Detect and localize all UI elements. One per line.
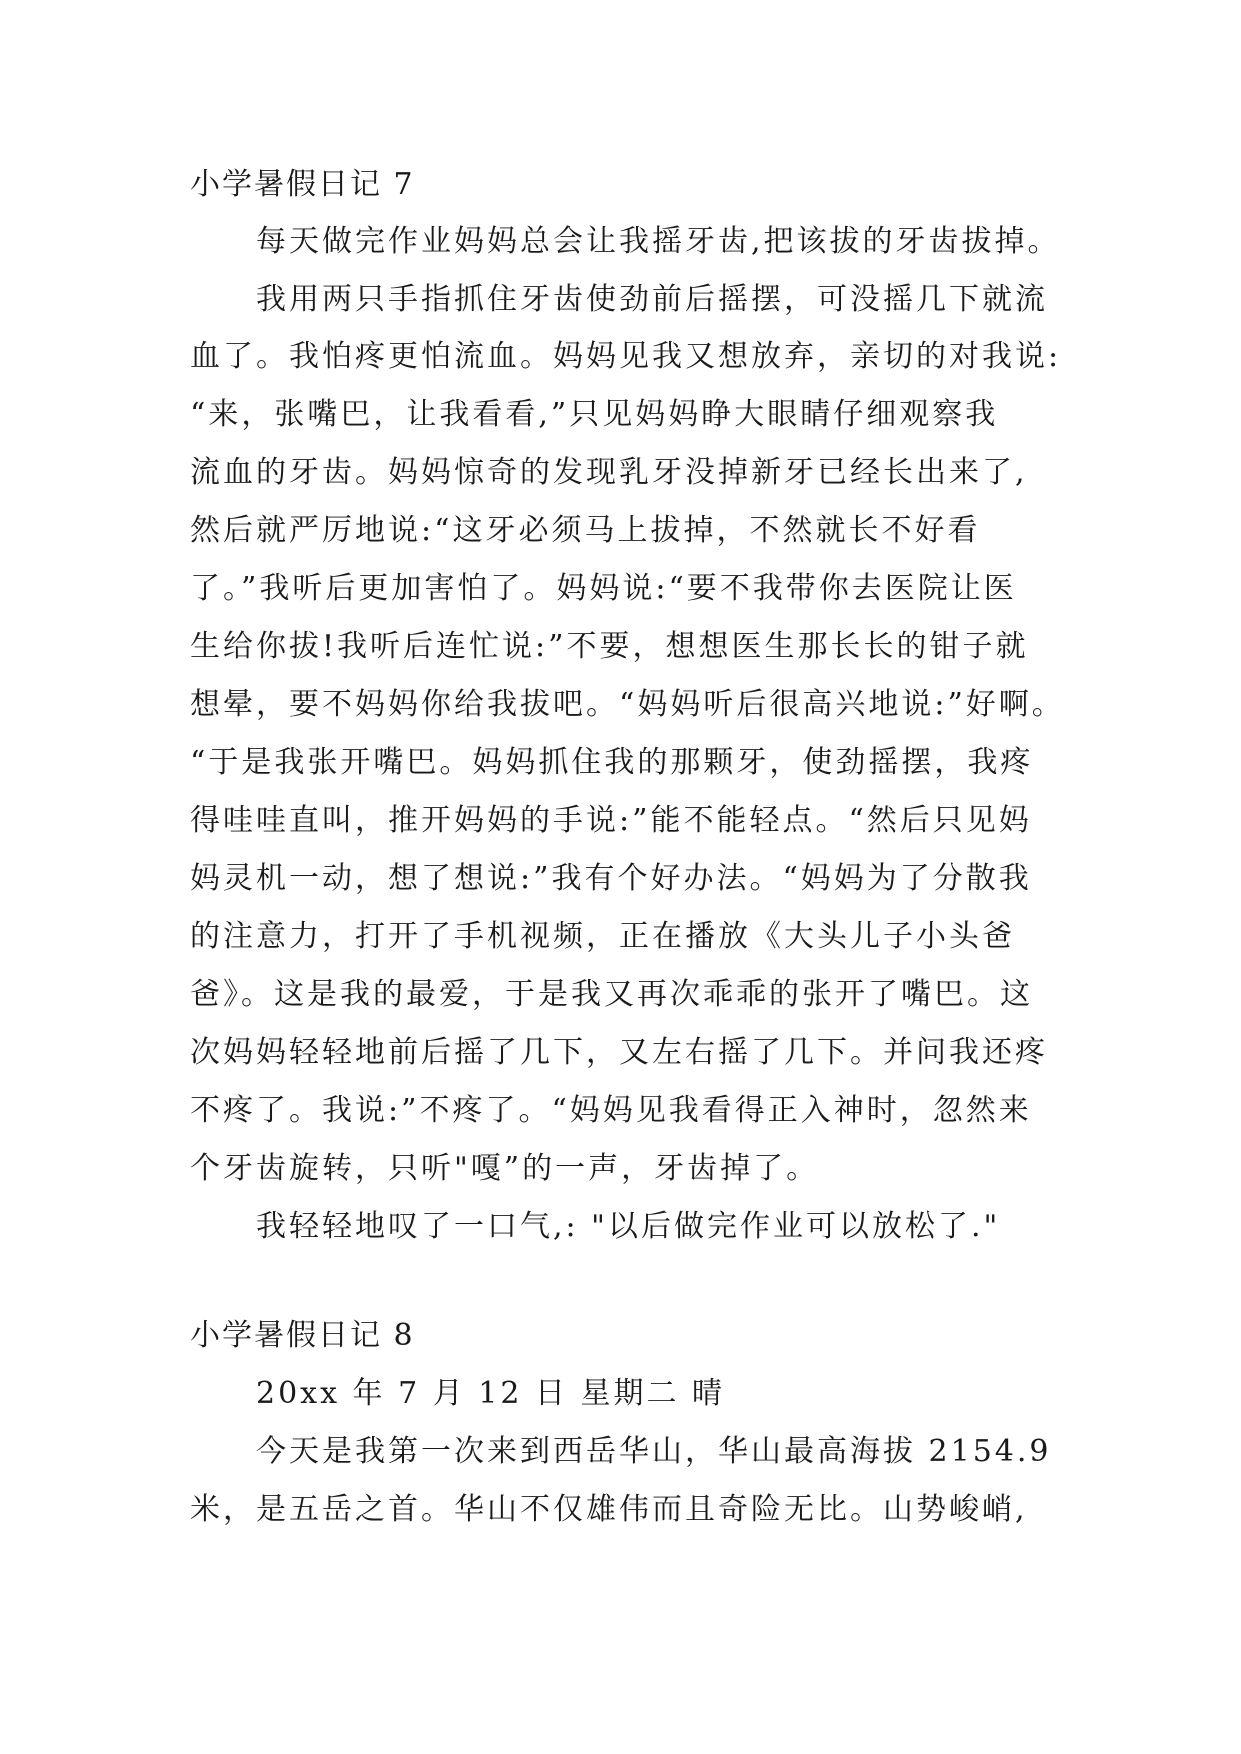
diary-7-line: 流血的牙齿。妈妈惊奇的发现乳牙没掉新牙已经长出来了,	[190, 455, 1028, 490]
diary-7-line: 得哇哇直叫，推开妈妈的手说:”能不能轻点。“然后只见妈	[190, 803, 1032, 838]
diary-8-line: 今天是我第一次来到西岳华山，华山最高海拔 2154.9	[256, 1434, 1052, 1469]
diary-7-line: 个牙齿旋转，只听"嘎”的一声，牙齿掉了。	[190, 1151, 820, 1186]
diary-7-line: 想晕，要不妈妈你给我拔吧。“妈妈听后很高兴地说:”好啊。	[190, 687, 1065, 722]
diary-8-date-line: 20xx 年 7 月 12 日 星期二 晴	[256, 1376, 726, 1411]
diary-7-title: 小学暑假日记 7	[190, 167, 415, 202]
diary-7-line: 血了。我怕疼更怕流血。妈妈见我又想放弃，亲切的对我说:	[190, 339, 1062, 374]
diary-7-line: 的注意力，打开了手机视频，正在播放《大头儿子小头爸	[190, 919, 1015, 954]
diary-7-line: 妈灵机一动，想了想说:”我有个好办法。“妈妈为了分散我	[190, 861, 1032, 896]
diary-7-line: 我轻轻地叹了一口气,: "以后做完作业可以放松了."	[256, 1209, 1001, 1244]
diary-7-line: 次妈妈轻轻地前后摇了几下，又左右摇了几下。并问我还疼	[190, 1035, 1048, 1070]
diary-7-line: 生给你拔!我听后连忙说:”不要，想想医生那长长的钳子就	[190, 629, 1029, 664]
diary-8-title: 小学暑假日记 8	[190, 1318, 415, 1353]
diary-7-line: “于是我张开嘴巴。妈妈抓住我的那颗牙，使劲摇摆，我疼	[190, 745, 1034, 780]
diary-7-line: 然后就严厉地说:“这牙必须马上拔掉，不然就长不好看	[190, 513, 981, 548]
diary-8-line: 米，是五岳之首。华山不仅雄伟而且奇险无比。山势峻峭,	[190, 1492, 1028, 1527]
diary-7-line: 不疼了。我说:”不疼了。“妈妈见我看得正入神时，忽然来	[190, 1093, 1032, 1128]
diary-7-line: “来，张嘴巴，让我看看,”只见妈妈睁大眼睛仔细观察我	[190, 397, 999, 432]
diary-7-line: 爸》。这是我的最爱，于是我又再次乖乖的张开了嘴巴。这	[190, 977, 1033, 1012]
diary-7-line: 每天做完作业妈妈总会让我摇牙齿,把该拔的牙齿拔掉。	[256, 224, 1061, 259]
diary-7-line: 了。”我听后更加害怕了。妈妈说:“要不我带你去医院让医	[190, 571, 1017, 606]
diary-7-line: 我用两只手指抓住牙齿使劲前后摇摆，可没摇几下就流	[256, 282, 1048, 317]
